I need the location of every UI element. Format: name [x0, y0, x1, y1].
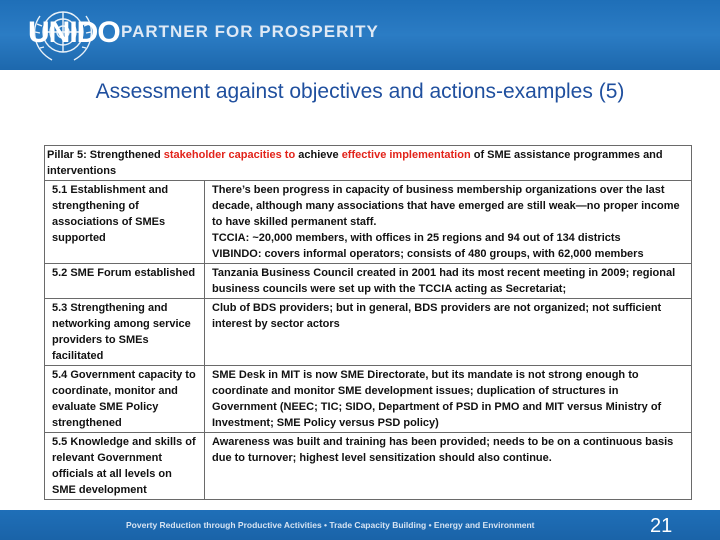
- footer-text: Poverty Reduction through Productive Activities • Trade Capacity Building • Energy and Environment: [126, 520, 535, 530]
- action-cell: 5.4 Government capacity to coordinate, monitor and evaluate SME Policy strengthened: [45, 366, 205, 433]
- table-row: [45, 181, 692, 264]
- assessment-text: VIBINDO: covers informal operators; consists of 480 groups, with 62,000 members: [212, 248, 644, 260]
- tagline: PARTNER FOR PROSPERITY: [121, 22, 379, 41]
- assessment-cell: Awareness was built and training has been provided; needs to be on a continuous basis due to turnover; highest level sensitization should also continue.: [205, 433, 692, 500]
- assessment-cell: SME Desk in MIT is now SME Directorate, but its mandate is not strong enough to coordinate and monitor SME development issues; duplication of structures in Government (NEEC; TIC; SIDO, Department of PSD in PMO and MIT versus Ministry of Investment; SME Policy versus PSD policy): [205, 366, 692, 433]
- table-row: [45, 264, 692, 299]
- heading-text: achieve: [295, 149, 342, 161]
- table-heading-cell: [45, 146, 692, 181]
- table-header-row: [45, 146, 692, 181]
- assessment-cell: Club of BDS providers; but in general, BDS providers are not organized; not sufficient interest by sector actors: [205, 299, 692, 366]
- heading-highlight: stakeholder capacities to: [163, 149, 296, 161]
- assessment-cell: [205, 181, 692, 264]
- table-row: [45, 433, 692, 500]
- action-cell: 5.1 Establishment and strengthening of associations of SMEs supported: [45, 181, 205, 264]
- table-row: [45, 299, 692, 366]
- action-cell: 5.3 Strengthening and networking among service providers to SMEs facilitated: [45, 299, 205, 366]
- footer-bar: [0, 510, 720, 540]
- heading-text: of SME assistance programmes and interventions: [47, 149, 663, 177]
- logo-text: UNIDO: [28, 16, 120, 49]
- assessment-table: [44, 145, 692, 500]
- table-row: [45, 366, 692, 433]
- assessment-text: There’s been progress in capacity of business membership organizations over the last decade, although many associations that have emerged are still weak—no proper income to have skilled permanent staff.: [212, 184, 680, 228]
- slide-title: Assessment against objectives and actions-examples (5): [95, 80, 625, 103]
- heading-text: Pillar 5: Strengthened: [47, 149, 164, 161]
- heading-highlight: effective implementation: [341, 149, 471, 161]
- assessment-text: TCCIA: ~20,000 members, with offices in 25 regions and 94 out of 134 districts: [212, 232, 621, 244]
- action-cell: 5.5 Knowledge and skills of relevant Government officials at all levels on SME development: [45, 433, 205, 500]
- action-cell: 5.2 SME Forum established: [45, 264, 205, 299]
- page-number: 21: [650, 515, 673, 537]
- assessment-cell: Tanzania Business Council created in 2001 had its most recent meeting in 2009; regional business councils were set up with the TCCIA acting as Secretariat;: [205, 264, 692, 299]
- header-bar: [0, 0, 720, 70]
